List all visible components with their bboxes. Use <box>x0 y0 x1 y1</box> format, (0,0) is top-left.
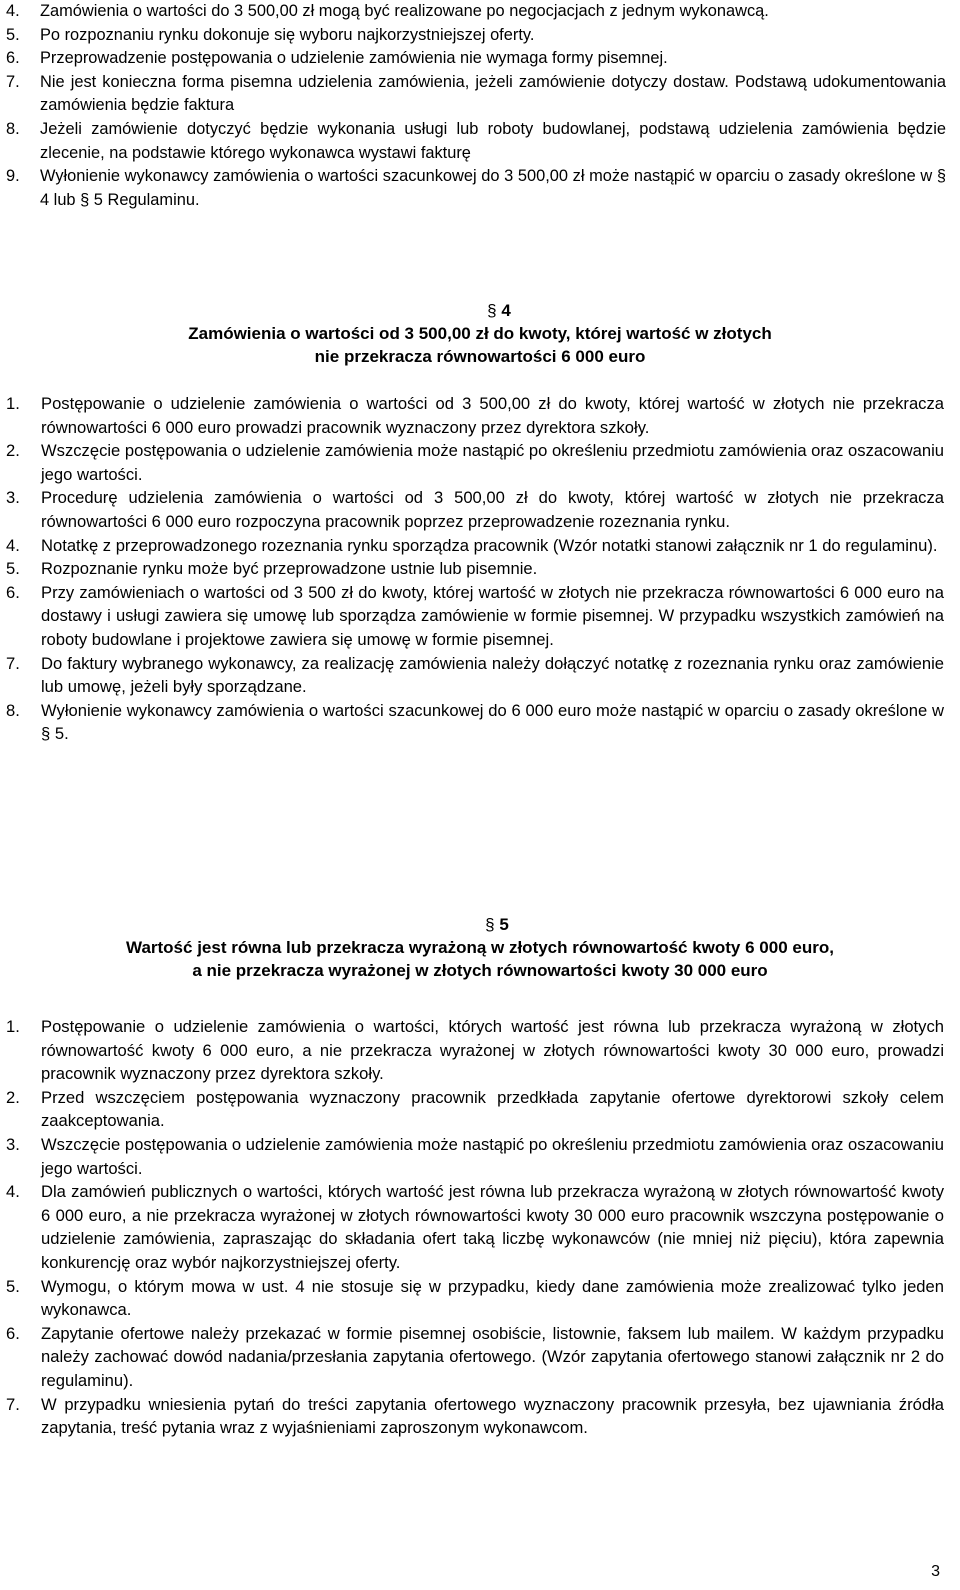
section-symbol: § <box>485 915 495 934</box>
item-text: Nie jest konieczna forma pisemna udzielenia zamówienia, jeżeli zamówienie dotyczy dostaw. Podstawą udokumentowania zamówienia będzie faktura <box>40 72 946 115</box>
item-text: Do faktury wybranego wykonawcy, za realizację zamówienia należy dołączyć notatkę z rozeznania rynku oraz zamówienie lub umowę, jeżeli były sporządzane. <box>41 653 944 697</box>
section-symbol: § <box>936 167 946 186</box>
section-reference: 5 <box>54 724 65 744</box>
list-item <box>6 1086 944 1133</box>
section-number: § 5 <box>485 915 509 934</box>
section-5-heading <box>0 914 960 982</box>
item-text: Przed wszczęciem postępowania wyznaczony pracownik przedkłada zapytanie ofertowe dyrektorowi szkoły celem zaakceptowania. <box>41 1087 944 1131</box>
item-text: Przeprowadzenie postępowania o udzielenie zamówienia nie wymaga formy pisemnej. <box>40 49 668 68</box>
section-4-list <box>6 392 944 746</box>
list-item <box>6 1015 944 1086</box>
item-number: 5. <box>6 25 20 44</box>
item-text: Zapytanie ofertowe należy przekazać w formie pisemnej osobiście, listownie, faksem lub mailem. W każdym przypadku należy zachować dowód nadania/przesłania zapytania ofertowego. (Wzór zapytania ofertowego stanowi załącznik nr 2 do regulaminu). <box>41 1323 944 1390</box>
section-5-list <box>6 1015 944 1440</box>
section-title-line: nie przekracza równowartości 6 000 euro <box>314 347 646 366</box>
page-number: 3 <box>931 1563 940 1580</box>
item-number: 6. <box>6 49 20 68</box>
list-item <box>6 24 946 48</box>
section-symbol: § <box>41 724 51 744</box>
list-item <box>6 439 944 486</box>
section-number: § 4 <box>487 301 511 320</box>
item-text: Po rozpoznaniu rynku dokonuje się wyboru najkorzystniejszej oferty. <box>40 25 535 44</box>
item-text: Przy zamówieniach o wartości od 3 500 zł do kwoty, której wartość w złotych nie przekracza równowartości 6 000 euro na dostawy i usługi zawiera się umowę lub sporządza zamówienie w formie pisemnej. W przypadku wszystkich zamówień na roboty budowlane i projektowe zawiera się umowę w formie pisemnej. <box>41 582 944 649</box>
item-text: Rozpoznanie rynku może być przeprowadzone ustnie lub pisemnie. <box>41 559 538 579</box>
item-number: 9. <box>6 167 20 186</box>
list-item <box>6 118 946 165</box>
section-reference: 4 <box>40 190 50 209</box>
item-text: Jeżeli zamówienie dotyczyć będzie wykonania usługi lub roboty budowlanej, podstawą udzielenia zamówienia będzie zlecenie, na podstawie którego wykonawca wystawi fakturę <box>40 119 946 162</box>
item-number: 8. <box>6 700 20 720</box>
item-number: 4. <box>6 1182 20 1202</box>
section-title-line: Wartość jest równa lub przekracza wyrażoną w złotych równowartość kwoty 6 000 euro, <box>126 938 834 957</box>
list-item <box>6 1133 944 1180</box>
item-number: 7. <box>6 72 20 91</box>
list-item <box>6 486 944 533</box>
list-item <box>6 534 944 558</box>
item-text: Zamówienia o wartości do 3 500,00 zł mogą być realizowane po negocjacjach z jednym wykonawcą. <box>40 2 769 20</box>
item-number: 8. <box>6 119 20 138</box>
item-number: 2. <box>6 441 20 461</box>
item-number: 5. <box>6 1276 20 1296</box>
list-item <box>6 71 946 118</box>
item-text: Wszczęcie postępowania o udzielenie zamówienia może nastąpić po określeniu przedmiotu zamówienia oraz oszacowaniu jego wartości. <box>41 441 944 484</box>
item-number: 1. <box>6 1017 20 1036</box>
list-item <box>6 1180 944 1274</box>
item-number: 4. <box>6 2 20 20</box>
item-number: 6. <box>6 1323 20 1343</box>
item-number: 3. <box>6 488 20 508</box>
section-title-line: a nie przekracza wyrażonej w złotych równowartości kwoty 30 000 euro <box>192 961 768 980</box>
list-item <box>6 392 944 439</box>
item-text: Wymogu, o którym mowa w ust. 4 nie stosuje się w przypadku, kiedy dane zamówienia może zrealizować tylko jeden wykonawca. <box>41 1276 944 1320</box>
item-text: Wyłonienie wykonawcy zamówienia o wartości szacunkowej do 3 500,00 zł może nastąpić w oparciu o zasady określone w § 4 lub § 5 Regulaminu. <box>40 165 946 212</box>
item-number: 1. <box>6 394 20 413</box>
item-number: 4. <box>6 535 20 555</box>
item-text: Wszczęcie postępowania o udzielenie zamówienia może nastąpić po określeniu przedmiotu zamówienia oraz oszacowaniu jego wartości. <box>41 1134 944 1178</box>
item-text: Dla zamówień publicznych o wartości, których wartość jest równa lub przekracza wyrażoną w złotych równowartość kwoty 6 000 euro, a nie przekracza wyrażonej w złotych równowartości kwoty 30 000 euro pracownik wszczyna postępowanie o udzielenie zamówienia, zapraszając do składania ofert taką liczbę wykonawców (nie mniej niż pięciu), która zapewnia konkurencję oraz wybór najkorzystniejszej oferty. <box>41 1182 944 1272</box>
item-number: 7. <box>6 1394 20 1414</box>
list-item <box>6 165 946 212</box>
list-item <box>6 47 946 71</box>
list-item <box>6 0 946 24</box>
item-text: Postępowanie o udzielenie zamówienia o wartości, których wartość jest równa lub przekracza wyrażoną w złotych równowartość kwoty 6 000 euro, a nie przekracza wyrażonej w złotych równowartości kwoty 30 000 euro, prowadzi pracownik wyznaczony przez dyrektora szkoły. <box>41 1017 944 1084</box>
item-text: Procedurę udzielenia zamówienia o wartości od 3 500,00 zł do kwoty, której wartość w złotych nie przekracza równowartości 6 000 euro rozpoczyna pracownik poprzez przeprowadzenie rozeznania rynku. <box>41 488 944 531</box>
item-number: 6. <box>6 582 20 602</box>
item-text: Postępowanie o udzielenie zamówienia o wartości od 3 500,00 zł do kwoty, której wartość w złotych nie przekracza równowartości 6 000 euro prowadzi pracownik wyznaczony przez dyrektora szkoły. <box>41 394 944 437</box>
list-item <box>6 1275 944 1322</box>
section-symbol: § <box>487 301 497 320</box>
item-text: W przypadku wniesienia pytań do treści zapytania ofertowego wyznaczony pracownik przesyła, bez ujawniania źródła zapytania, treść pytania wraz z wyjaśnieniami zaproszonym wykonawcom. <box>41 1394 944 1438</box>
list-item <box>6 699 944 746</box>
item-number: 5. <box>6 559 20 579</box>
list-item <box>6 1393 944 1440</box>
section-title-line: Zamówienia o wartości od 3 500,00 zł do kwoty, której wartość w złotych <box>188 324 772 343</box>
item-number: 2. <box>6 1087 20 1107</box>
item-number: 7. <box>6 653 20 673</box>
list-item <box>6 652 944 699</box>
list-item <box>6 557 944 581</box>
intro-list <box>6 0 946 212</box>
list-item <box>6 1322 944 1393</box>
section-reference: 5 <box>93 190 103 209</box>
section-symbol: § <box>80 190 90 209</box>
item-text: Wyłonienie wykonawcy zamówienia o wartości szacunkowej do 6 000 euro może nastąpić w oparciu o zasady określone w § 5. <box>41 699 944 746</box>
section-4-heading <box>0 300 960 368</box>
item-text: Notatkę z przeprowadzonego rozeznania rynku sporządza pracownik (Wzór notatki stanowi załącznik nr 1 do regulaminu). <box>41 535 938 555</box>
list-item <box>6 581 944 652</box>
item-number: 3. <box>6 1134 20 1154</box>
